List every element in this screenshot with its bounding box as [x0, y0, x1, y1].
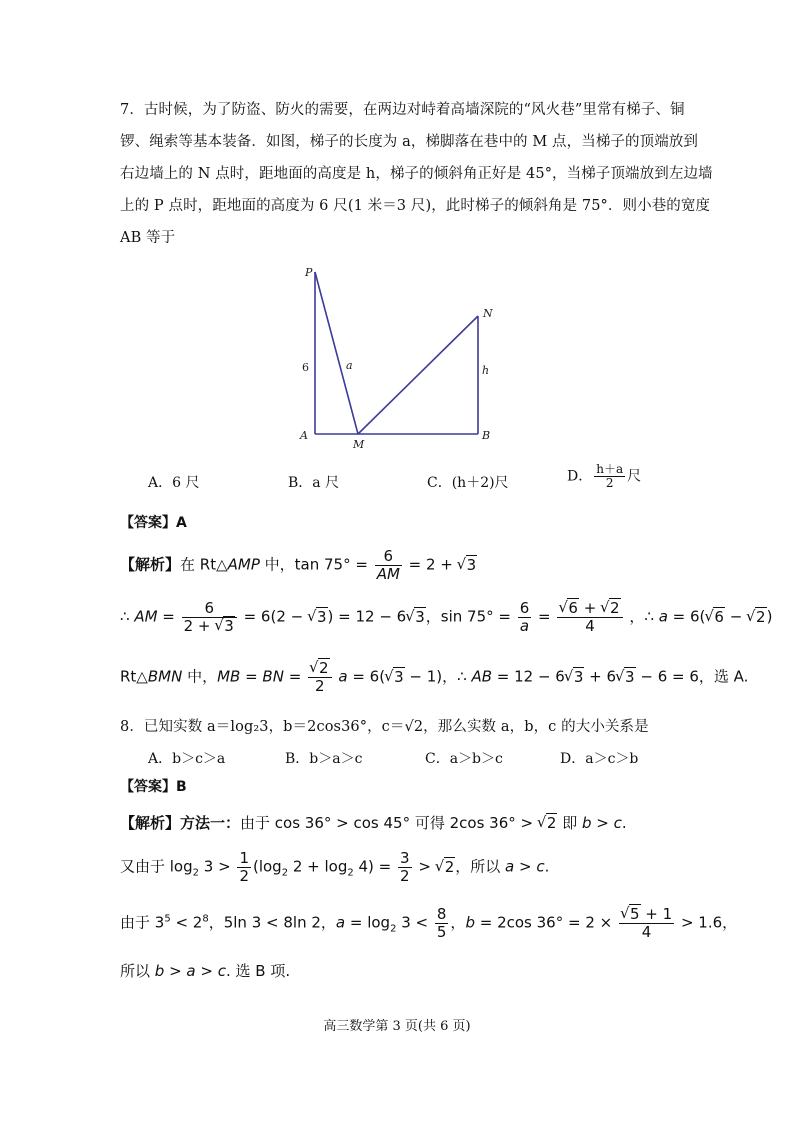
ladder-to-p-line — [315, 272, 358, 434]
q7-line-4: 上的 P 点时，距地面的高度为 6 尺(1 米＝3 尺)，此时梯子的倾斜角是 75°．则小巷的宽度 — [120, 198, 711, 214]
q7-option-a: A．6 尺 — [148, 475, 200, 491]
q7-line-3: 右边墙上的 N 点时，距地面的高度是 h，梯子的倾斜角正好是 45°，当梯子顶端放到左边墙 — [120, 166, 713, 182]
q7-analysis-line-1: 【解析】在 Rt△AMP 中，tan 75° = $\frac{6}{AM}$ = 2 + √ 3 — [120, 548, 477, 582]
q7-option-c: C．(h＋2)尺 — [427, 475, 509, 491]
label-p: P — [305, 266, 313, 279]
q8-text: 8．已知实数 a＝log₂3，b＝2cos36°，c＝√2，那么实数 a，b，c 的大小关系是 — [120, 719, 649, 735]
q7-option-b: B．a 尺 — [288, 475, 340, 491]
label-b: B — [482, 429, 491, 442]
q8-analysis-line-2: 又由于 $\log_2 3$ > $\frac{1}{2}$ ($\log_2$ $2 + \log_2 4$) = $\frac{3}{2}$ > √ 2，所以 a > c. — [120, 850, 549, 884]
ladder-figure — [290, 262, 510, 457]
q8-answer-value: B — [176, 779, 187, 795]
q8-option-b: B．b＞a＞c — [285, 751, 363, 767]
q7-answer — [120, 512, 187, 532]
label-n: N — [483, 307, 493, 320]
q7-option-d-suffix: 尺 — [627, 468, 642, 485]
q8-method-label: 方法一： — [180, 814, 241, 832]
q8-analysis-line-3: 由于 $3^5 < 2^8$，5ln 3 < 8ln 2，$a = \log_2 3$ < $\frac{8}{5}$ ，b = 2cos 36° = 2 × √ $\frac{5 + 1}{4}$ > 1.6， — [120, 906, 737, 940]
q7-analysis-line-3: Rt△BMN 中，MB = BN = √ $\frac{2}{2}$ a = 6(√ 3 − 1)，∴ AB = 12 − 6√ 3 + 6√ 3 − 6 = 6，选 A. — [120, 660, 748, 694]
q7-line-1: 7．古时候，为了防盗、防火的需要，在两边对峙着高墙深院的“风火巷”里常有梯子、铜 — [120, 102, 685, 118]
q8-option-d: D．a＞c＞b — [560, 751, 639, 767]
q8-answer — [120, 776, 187, 796]
figure-lines — [315, 272, 478, 434]
q7-option-d-den: 2 — [605, 476, 614, 491]
q7-answer-value: A — [176, 515, 187, 531]
label-six: 6 — [302, 361, 309, 374]
q8-option-c: C．a＞b＞c — [425, 751, 503, 767]
label-h: h — [482, 364, 490, 377]
q8-option-a: A．b＞c＞a — [148, 751, 226, 767]
q7-line-2: 锣、绳索等基本装备．如图，梯子的长度为 a，梯脚落在巷中的 M 点，当梯子的顶端放到 — [120, 134, 699, 150]
q7-line-5: AB 等于 — [120, 230, 176, 246]
q8-analysis-line-4: 所以 b > a > c. 选 B 项. — [120, 962, 291, 980]
q7-option-d-prefix: D． — [567, 468, 593, 485]
q8-analysis-label: 【解析】 — [120, 814, 181, 832]
q8-answer-label: 【答案】 — [120, 779, 176, 795]
ladder-to-n-line — [358, 316, 478, 434]
q7-analysis-label: 【解析】 — [120, 555, 181, 574]
q7-answer-label: 【答案】 — [120, 515, 176, 531]
q7-analysis-line-2: ∴ AM = $\frac{6}{2 + √ 3}$ = 6(2 − √ 3) = 12 − 6√ 3，sin 75° = $\frac{6}{a}$ = √ $\frac{6 + √ 2}{4}$ ，∴ a = 6(√ 6 − √ 2) — [120, 600, 772, 634]
q8-analysis-line-1: 【解析】方法一：由于 cos 36° > cos 45° 可得 2cos 36° > √ 2 即 b > c. — [120, 812, 627, 833]
label-a-length: a — [346, 359, 353, 372]
label-m: M — [353, 438, 365, 451]
q7-option-d — [567, 463, 641, 490]
q7-option-d-num: h＋a — [596, 462, 624, 476]
page-footer: 高三数学第 3 页(共 6 页) — [323, 1019, 471, 1034]
label-a-point: A — [300, 429, 308, 442]
